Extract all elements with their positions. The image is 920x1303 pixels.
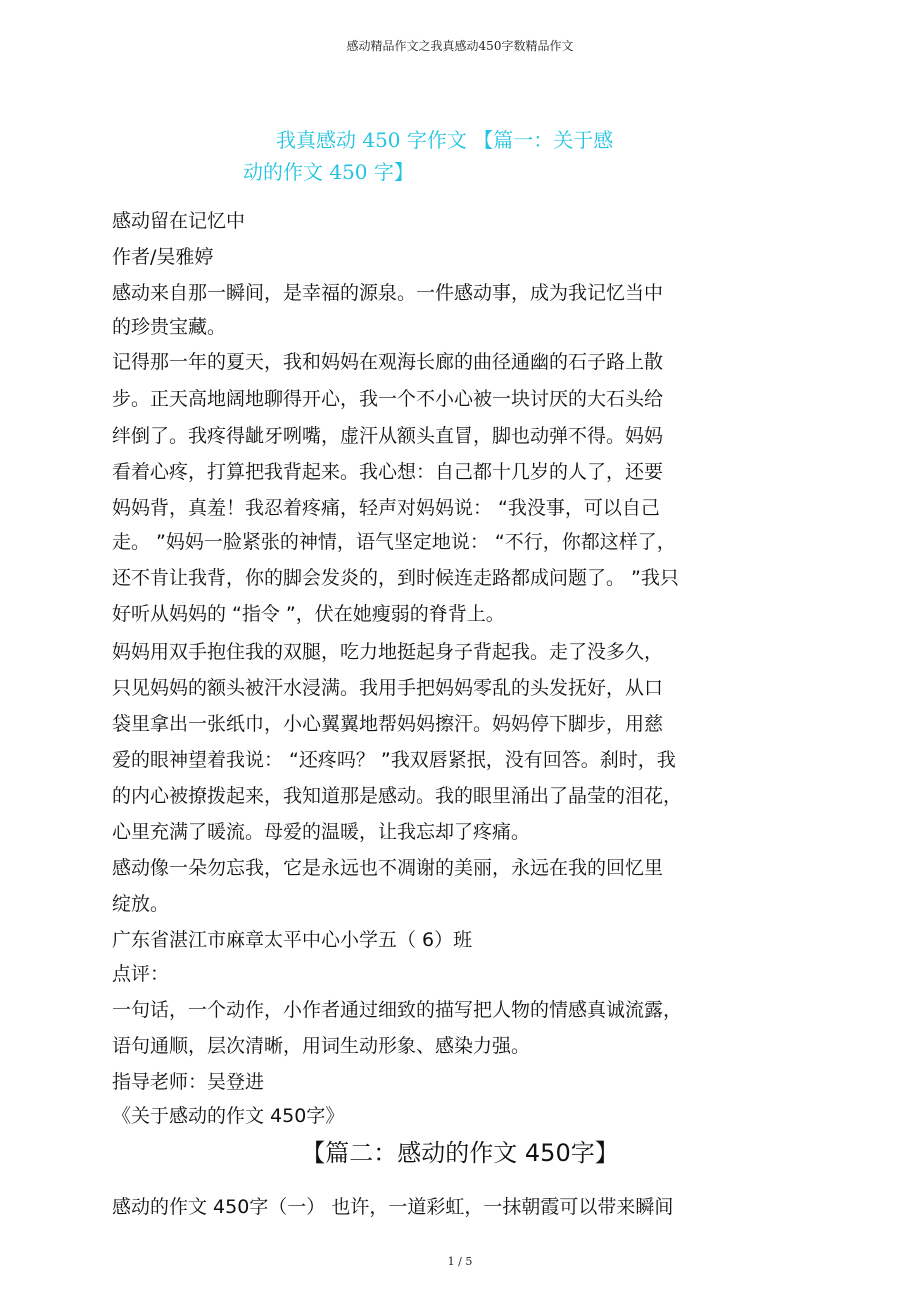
body-line: 语句通顺，层次清晰，用词生动形象、感染力强。 — [112, 1035, 531, 1057]
body-line: 广东省湛江市麻章太平中心小学五（ 6）班 — [112, 929, 473, 951]
body-line: 爱的眼神望着我说： “还疼吗？ ”我双唇紧抿，没有回答。刹时，我 — [112, 749, 676, 771]
body-line: 只见妈妈的额头被汗水浸满。我用手把妈妈零乱的头发抚好，从口 — [112, 677, 664, 699]
body-line: 绊倒了。我疼得龇牙咧嘴，虚汗从额头直冒，脚也动弹不得。妈妈 — [112, 425, 664, 447]
body-line: 妈妈背，真羞！我忍着疼痛，轻声对妈妈说： “我没事，可以自己 — [112, 497, 660, 519]
body-line: 还不肯让我背，你的脚会发炎的，到时候连走路都成问题了。 ”我只 — [112, 567, 679, 589]
body-line: 感动像一朵勿忘我，它是永远也不凋谢的美丽，永远在我的回忆里 — [112, 857, 664, 879]
body-line: 妈妈用双手抱住我的双腿，吃力地挺起身子背起我。走了没多久， — [112, 641, 664, 663]
body-line: 的内心被撩拨起来，我知道那是感动。我的眼里涌出了晶莹的泪花， — [112, 785, 683, 807]
title-line-1: 我真感动 450 字作文 【篇一：关于感 — [276, 128, 614, 152]
body-line: 走。 ”妈妈一脸紧张的神情，语气坚定地说： “不行，你都这样了， — [112, 531, 676, 553]
body-line: 好听从妈妈的 “指令 ”，伏在她瘦弱的脊背上。 — [112, 603, 505, 625]
section-heading-2: 【篇二：感动的作文 450字】 — [301, 1139, 619, 1167]
essay-title — [243, 124, 703, 188]
body-line: 指导老师：吴登进 — [112, 1071, 265, 1093]
body-line: 的珍贵宝藏。 — [112, 316, 227, 338]
title-line-2: 动的作文 450 字】 — [243, 160, 414, 184]
body-line: 点评： — [112, 963, 170, 985]
body-line: 绽放。 — [112, 893, 170, 915]
body-line: 袋里拿出一张纸巾，小心翼翼地帮妈妈擦汗。妈妈停下脚步，用慈 — [112, 713, 664, 735]
body-line-last: 感动的作文 450字（一） 也许，一道彩虹，一抹朝霞可以带来瞬间 — [112, 1196, 674, 1218]
body-line: 《关于感动的作文 450字》 — [112, 1105, 345, 1127]
page-number: 1 / 5 — [447, 1255, 473, 1268]
body-line: 一句话，一个动作，小作者通过细致的描写把人物的情感真诚流露， — [112, 999, 683, 1021]
body-line: 心里充满了暖流。母爱的温暖，让我忘却了疼痛。 — [112, 821, 531, 843]
body-line: 看着心疼，打算把我背起来。我心想：自己都十几岁的人了，还要 — [112, 461, 664, 483]
body-line: 作者/吴雅婷 — [112, 246, 214, 268]
page-header: 感动精品作文之我真感动450字数精品作文 — [346, 39, 574, 53]
body-line: 步。正天高地阔地聊得开心，我一个不小心被一块讨厌的大石头给 — [112, 388, 664, 410]
body-line: 感动留在记忆中 — [112, 210, 246, 232]
body-line: 感动来自那一瞬间，是幸福的源泉。一件感动事，成为我记忆当中 — [112, 282, 664, 304]
body-line: 记得那一年的夏天，我和妈妈在观海长廊的曲径通幽的石子路上散 — [112, 351, 664, 373]
